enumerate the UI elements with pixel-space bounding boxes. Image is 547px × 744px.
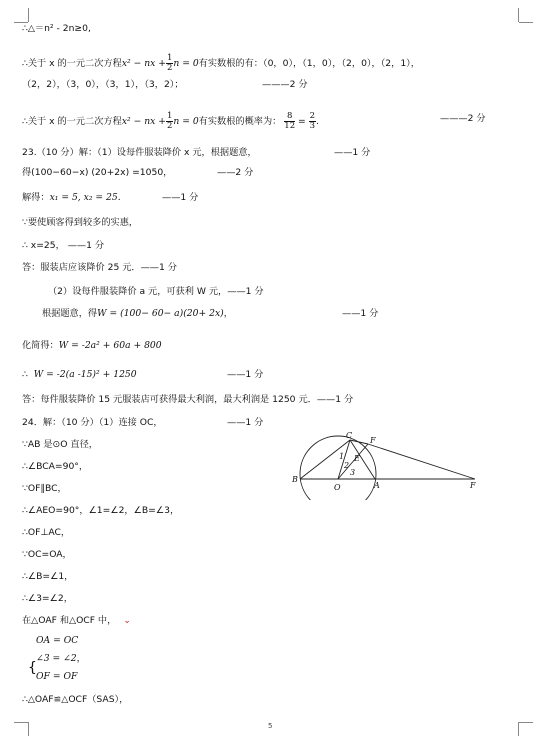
q23-answer1: 答：服装店应该降价 25 元．——1 分 [22, 262, 177, 273]
congruence-condition: ∠3 = ∠2， [36, 653, 86, 664]
crop-mark [518, 8, 519, 22]
segment-ff [368, 444, 475, 479]
circle-geometry-figure [290, 430, 480, 500]
label-f-ext: F [470, 481, 476, 490]
fraction: $\frac{1}{2}$ [166, 53, 173, 73]
congruence-condition: OF = OF [36, 671, 78, 682]
q23-simplified: 化简得：W = -2a² + 60a + 800 [22, 340, 162, 351]
q23-reason: ∵要使顾客得到较多的实惠， [22, 217, 139, 228]
proof-step: 在△OAF 和△OCF 中， ⌄ [22, 615, 131, 626]
proof-step: ∴∠AEO=90°，∠1=∠2，∠B=∠3， [22, 505, 180, 516]
label-e: E [354, 454, 360, 463]
page-number: 5 [268, 722, 273, 730]
angle-2: 2 [344, 461, 350, 470]
score-mark: ———2 分 [262, 79, 308, 90]
label-a: A [374, 481, 380, 490]
q23-answer2: 答：每件服装降价 15 元服装店可获得最大利润，最大利润是 1250 元．——1 分 [22, 394, 354, 405]
q24-intro: 24．解：（10 分）（1）连接 OC， ——1 分 [22, 417, 264, 428]
label-c: C [346, 431, 353, 440]
roots-list-cont: （2，2），（3，0），（3，1），（3，2）； ———2 分 [22, 79, 308, 90]
proof-conclusion: ∴△OAF≌△OCF（SAS）， [22, 694, 129, 705]
score-mark: ——1 分 [227, 417, 264, 428]
system-brace: { [28, 660, 37, 676]
edit-mark-icon: ⌄ [123, 615, 131, 626]
q23-profit-function: 根据题意，得W = (100− 60− a)(20+ 2x)， ——1 分 [42, 308, 379, 319]
score-mark: ——1 分 [342, 308, 379, 319]
angle-3: 3 [350, 468, 356, 477]
q23-part2: （2）设每件服装降价 a 元，可获利 W 元，——1 分 [48, 286, 264, 297]
crop-mark [28, 722, 29, 736]
q23-intro: 23.（10 分）解：（1）设每件服装降价 x 元，根据题意， ——1 分 [22, 147, 371, 158]
score-mark: ——1 分 [334, 147, 371, 158]
q23-solution: 解得：x₁ = 5, x₂ = 25. ——1 分 [22, 192, 199, 203]
congruence-condition: OA = OC [36, 635, 79, 646]
label-o: O [334, 483, 341, 492]
score-mark: ——1 分 [162, 192, 199, 203]
crop-mark [519, 722, 533, 723]
label-f: F [370, 436, 376, 445]
crop-mark [518, 722, 519, 736]
fraction: $\frac{1}{2}$ [166, 111, 173, 131]
proof-step: ∵OC=OA， [22, 549, 72, 560]
probability-fraction: $\frac{8}{12}$ [284, 111, 296, 131]
crop-mark [519, 22, 533, 23]
score-mark: ——2 分 [217, 167, 254, 178]
angle-1: 1 [339, 452, 345, 461]
score-mark: ——1 分 [227, 369, 264, 380]
proof-step: ∵OF∥BC， [22, 483, 67, 494]
probability-line: ∴关于 x 的一元二次方程x² − nx + $\frac{1}{2}$ n = 0有实数根的概率为： $\frac{8}{12}$ = $\frac{2}{3}$ . ———2 分 [22, 111, 486, 131]
crop-mark [28, 8, 29, 22]
label-b: B [292, 475, 298, 484]
proof-step: ∴∠3=∠2， [22, 593, 73, 604]
proof-step: ∴∠BCA=90°， [22, 461, 89, 472]
proof-step: ∴OF⊥AC， [22, 527, 71, 538]
q23-vertex-form: ∴ W = -2(a -15)² + 1250 ——1 分 [22, 369, 264, 380]
crop-mark [14, 722, 28, 723]
proof-step: ∴∠B=∠1， [22, 571, 74, 582]
q23-choice: ∴ x=25， ——1 分 [22, 240, 105, 251]
discriminant-line: ∴△＝n² - 2n≥0, [22, 23, 91, 34]
q23-equation: 得(100−60−x) (20+2x) =1050， ——2 分 [22, 167, 254, 178]
roots-list-line: ∴关于 x 的一元二次方程x² − nx + $\frac{1}{2}$ n = 0有实数根的有：（0，0），（1，0），（2，0），（2，1）， [22, 53, 420, 73]
score-mark: ———2 分 [440, 113, 486, 124]
probability-fraction: $\frac{2}{3}$ [309, 111, 316, 131]
proof-step: ∵AB 是⊙O 直径， [22, 439, 98, 450]
